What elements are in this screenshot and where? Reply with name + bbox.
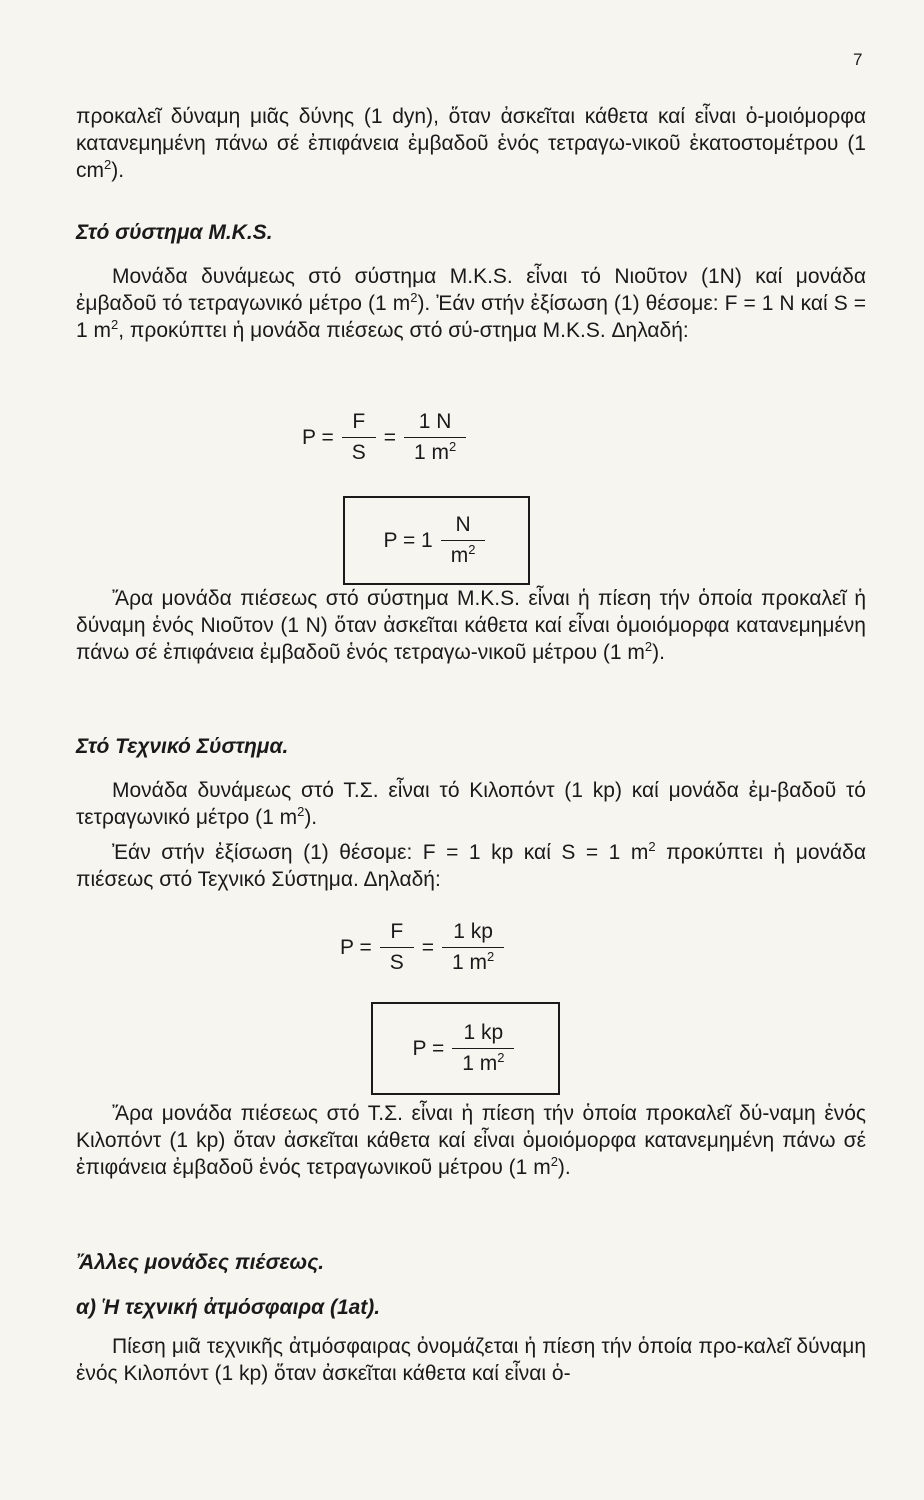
paragraph-atmosphere-definition: Πίεση μιᾶ τεχνικῆς ἀτμόσφαιρας ὀνομάζεται ἡ πίεση τήν ὁποία προ-καλεῖ δύναμη ἑνός Κιλοπόντ (1 kp) ὅταν ἀσκεῖται κάθετα καί εἶναι ὁ- xyxy=(76,1335,866,1385)
fraction-f-over-s: $\frac{F}{S}$ xyxy=(380,920,414,975)
boxed-lhs: P = 1 xyxy=(383,528,433,552)
heading-technical-system: Στό Τεχνικό Σύστημα. xyxy=(76,735,289,758)
equation-mks xyxy=(300,410,472,465)
paragraph-mks-units: Μονάδα δυνάμεως στό σύστημα Μ.Κ.S. εἶναι τό Νιοῦτον (1Ν) καί μονάδα ἐμβαδοῦ τό τετραγωνικό μέτρο (1 $m^2$). Ἐάν στήν ἐξίσωση (1) θέσομε: F = 1 N καί S = 1 $m^2$, προκύπτει ἡ μονάδα πιέσεως στό σύ-στημα Μ.Κ.S. Δηλαδή: xyxy=(76,265,866,342)
paragraph-dyn-definition: προκαλεῖ δύναμη μιᾶς δύνης (1 dyn), ὅταν ἀσκεῖται κάθετα καί εἶναι ὁ-μοιόμορφα κατανεμημένη πάνω σέ ἐπιφάνεια ἐμβαδοῦ ἑνός τετραγω-νικοῦ ἑκατοστομέτρου (1 $cm^2$). xyxy=(76,105,866,182)
fraction-f-over-s: $\frac{F}{S}$ xyxy=(342,410,376,465)
equation-lhs: P = xyxy=(302,425,334,449)
fraction-n-per-m2: $\frac{N}{m^2}$ xyxy=(441,513,486,568)
heading-other-units: Ἄλλες μονάδες πιέσεως. xyxy=(76,1251,325,1274)
paragraph-ts-units: Μονάδα δυνάμεως στό Τ.Σ. εἶναι τό Κιλοπόντ (1 kp) καί μονάδα ἐμ-βαδοῦ τό τετραγωνικό μέτρο (1 $m^2$). xyxy=(76,779,866,829)
boxed-result-ts xyxy=(371,1002,560,1095)
paragraph-ts-conclusion: Ἄρα μονάδα πιέσεως στό Τ.Σ. εἶναι ἡ πίεση τήν ὁποία προκαλεῖ δύ-ναμη ἑνός Κιλοπόντ (1 kp) ὅταν ἀσκεῖται κάθετα καί εἶναι ὁμοιόμορφα κατανεμημένη πάνω σέ ἐπιφάνεια ἐμβαδοῦ ἑνός τετραγωνικοῦ μέτρου (1 $m^2$). xyxy=(76,1102,866,1179)
fraction-kp-per-m2: $\frac{1 kp}{1 m^2}$ xyxy=(442,920,504,975)
paragraph-ts-substitution: Ἐάν στήν ἐξίσωση (1) θέσομε: F = 1 kp καί S = 1 $m^2$ προκύπτει ἡ μονάδα πιέσεως στό Τεχνικό Σύστημα. Δηλαδή: xyxy=(76,839,866,891)
fraction-kp-per-m2-boxed: $\frac{1 kp}{1 m^2}$ xyxy=(452,1021,514,1076)
equals-sign: = xyxy=(383,425,397,449)
heading-technical-atmosphere: α) Ἡ τεχνική ἀτμόσφαιρα (1at). xyxy=(76,1296,381,1319)
boxed-result-mks xyxy=(343,496,530,585)
fraction-newton-per-m2: $\frac{1 N}{1 m^2}$ xyxy=(404,410,466,465)
equation-ts xyxy=(338,920,510,975)
boxed-lhs: P = xyxy=(412,1036,445,1060)
heading-mks-system: Στό σύστημα Μ.Κ.S. xyxy=(76,221,273,244)
equation-lhs: P = xyxy=(340,935,372,959)
paragraph-mks-conclusion: Ἄρα μονάδα πιέσεως στό σύστημα Μ.Κ.S. εἶναι ἡ πίεση τήν ὁποία προκαλεῖ ἡ δύναμη ἑνός Νιοῦτον (1 Ν) ὅταν ἀσκεῖται κάθετα καί εἶναι ὁμοιόμορφα κατανεμημένη πάνω σέ ἐπιφάνεια ἐμβαδοῦ ἑνός τετραγω-νικοῦ μέτρου (1 $m^2$). xyxy=(76,587,866,664)
page-number: 7 xyxy=(853,50,863,69)
equals-sign: = xyxy=(421,935,435,959)
